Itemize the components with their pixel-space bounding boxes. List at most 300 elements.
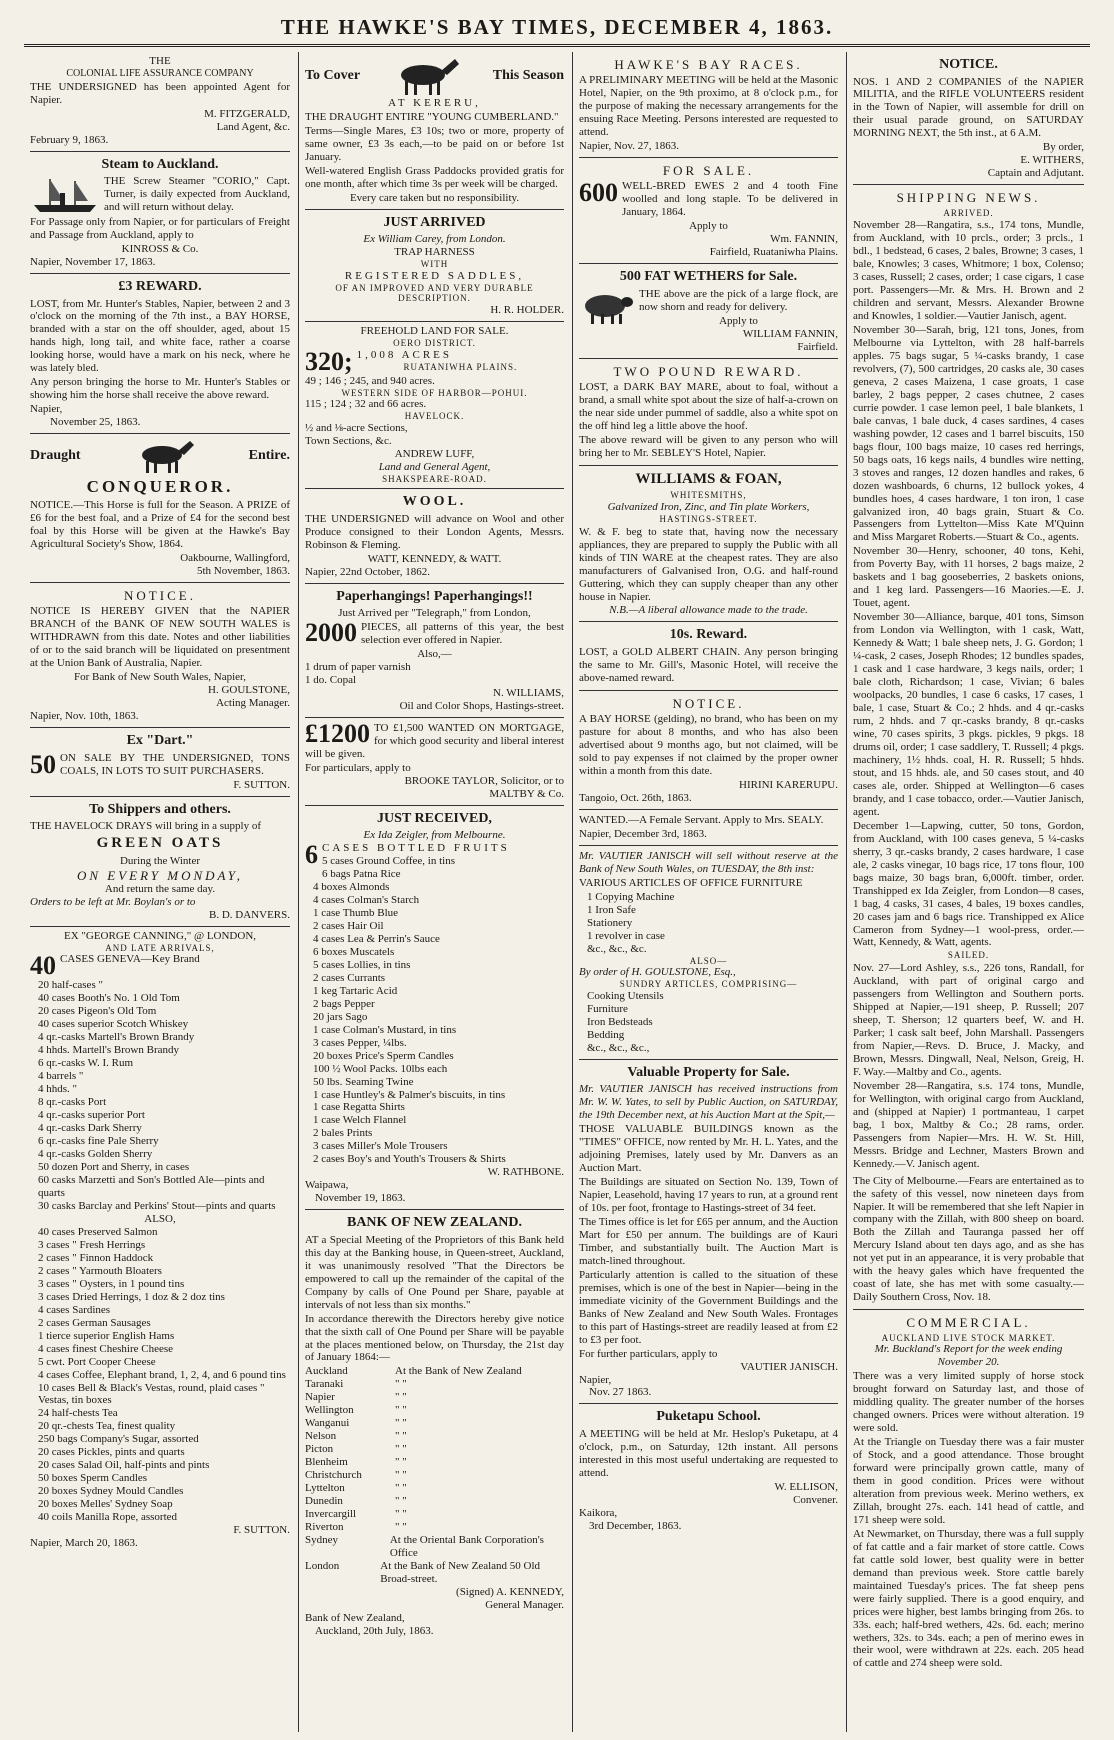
ad-line: 115 ; 124 ; 32 and 66 acres. <box>305 398 427 411</box>
ad-heading: WILLIAMS & FOAN, <box>635 470 782 487</box>
ad-body: A PRELIMINARY MEETING will be held at the Masonic Hotel, Napier, on the 9th proximo, at 8 o'clock p.m., for the purpose of making the necessary arrangements for the ensuing Race Meeting. Persons interested are requested to attend. <box>579 74 838 139</box>
ad-subheading: SAILED. <box>947 950 990 961</box>
table-cell: " " <box>395 1378 407 1391</box>
ad-place: Waipawa, <box>305 1179 349 1192</box>
ad-body: A BAY HORSE (gelding), no brand, who has been on my pasture for about 8 months, and who has also been advertised about 9 months ago, but not claimed, will be sold to pay expenses if not claimed by the proper owner within a month from this date. <box>579 713 838 778</box>
ad-line: For Bank of New South Wales, Napier, <box>74 671 246 684</box>
list-item: Cooking Utensils <box>587 989 664 1002</box>
list-item: 1 tierce superior English Hams <box>38 1329 175 1342</box>
ad-line: Apply to <box>689 220 728 233</box>
list-item: 20 cases Pigeon's Old Tom <box>38 1005 157 1018</box>
ad-heading: NOTICE. <box>124 588 196 604</box>
table-cell: " " <box>395 1443 407 1456</box>
ad-body: Mr. VAUTIER JANISCH will sell without reserve at the Bank of New South Wales, on TUESDAY, the 8th inst: <box>579 849 838 875</box>
table-row <box>305 1365 564 1378</box>
list-item: 4 hhds. Martell's Brown Brandy <box>38 1044 179 1057</box>
ad-body: Well-watered English Grass Paddocks provided gratis for one month, after which time 3s per week will be charged. <box>305 164 564 190</box>
ad-body: THE UNDERSIGNED has been appointed Agent for Napier. <box>30 80 290 106</box>
ad-body: In accordance therewith the Directors hereby give notice that the sixth call of One Pound per Share will be payable at the places mentioned below, on Thursday, the 21st day of January 1864:— <box>305 1312 564 1364</box>
table-cell: Napier <box>305 1391 335 1404</box>
goods-list <box>579 891 838 956</box>
table-row <box>305 1521 564 1534</box>
signature-title: Acting Manager. <box>216 697 290 710</box>
ad-line: For particulars, apply to <box>305 761 411 774</box>
trap-harness-ad <box>305 210 564 322</box>
ad-line: During the Winter <box>119 854 200 867</box>
ad-line: SUNDRY ARTICLES, COMPRISING— <box>619 979 798 990</box>
freehold-ad <box>305 322 564 489</box>
quantity: 40 <box>30 951 56 981</box>
ad-heading: EX "GEORGE CANNING," @ LONDON, <box>63 929 257 942</box>
ad-line: Mr. Buckland's Report for the week ending November 20. <box>874 1343 1063 1369</box>
quantity: 6 <box>305 840 318 870</box>
signature: H. R. HOLDER. <box>490 304 564 316</box>
table-cell: " " <box>395 1521 407 1534</box>
ad-heading: Draught <box>30 447 81 463</box>
list-item: November 30—Alliance, barque, 401 tons, Simson from London via Wellington, with 1 cask, Watt, Kennedy & Watt; 1 bale sheep nets, J. G. Gordon; 1 ¼-cask, 2 cases, Joseph Rhodes; 12 bundles spades, 1 cask and 1 case hardware, 3 kegs nails, order; 1 bale cloth, Richardson; 1 case, Vivian; 6 bales woolpacks, 20 bundles, 1 case 6 casks, 17 cases, 1 bale, 1 case, Stuart & Co.; 2 hhds. and 4 qr.-casks rum, 2 hhds. and 7 qr.-casks brandy, 8 qr.-casks wine, 70 cases spirits, 3 pkgs. pickles, 9 pkgs. 18 drums oil, order; 1 case saddlery, T. Russell; 4 pkgs. machinery, 1½ hhds. coal, H. R. Russell; 5 hhds. stout, and 15 hhds. ale, and 50 cases stout, and 40 cases ale, order. Shipped at Wellington—6 cases brandy, and 1 case tobacco, order.—Vautier Janisch, agent. <box>853 611 1084 818</box>
signature: MALTBY & Co. <box>489 787 564 800</box>
ad-heading: JUST RECEIVED, <box>377 810 492 826</box>
column-2 <box>298 52 570 1732</box>
list-item: 1 drum of paper varnish <box>305 660 411 673</box>
list-item: 6 boxes Muscatels <box>313 945 395 958</box>
wool-ad <box>305 489 564 583</box>
table-row <box>305 1430 564 1443</box>
table-cell: At the Bank of New Zealand <box>395 1365 522 1378</box>
ad-heading: 500 FAT WETHERS for Sale. <box>619 269 798 285</box>
ad-heading: NOTICE. <box>939 57 998 72</box>
ad-body: For Passage only from Napier, or for particulars of Freight and Passage from Auckland, apply to <box>30 216 290 242</box>
ad-body: LOST, a DARK BAY MARE, about to foal, without a brand, a small white spot about the size of half-a-crown on the near side under pummel of saddle, also a white spot on the off hind leg a little above the hoof. <box>579 380 838 432</box>
ad-body: NOTICE IS HEREBY GIVEN that the NAPIER BRANCH of the BANK OF NEW SOUTH WALES is WITHDRAWN from this date. Notes and other liabilities of or to the said branch will be liquidated on presentment at the Union Bank of Australia, Napier. <box>30 605 290 670</box>
ad-line: N.B.—A liberal allowance made to the trade. <box>609 604 808 617</box>
signature: F. SUTTON. <box>233 1524 290 1537</box>
list-item: 50 lbs. Seaming Twine <box>313 1075 414 1088</box>
ad-heading: JUST ARRIVED <box>383 214 486 230</box>
table-row <box>305 1404 564 1417</box>
section-heading: SHIPPING NEWS. <box>896 190 1041 206</box>
payment-places-table <box>305 1365 564 1585</box>
ad-body: There was a very limited supply of horse stock brought forward on Saturday last, and those of middling quality. The greater number of the horses changed owners. Prices were without alteration. 19 were sold. <box>853 1370 1084 1434</box>
list-item: 250 bags Company's Sugar, assorted <box>38 1433 199 1446</box>
table-cell: " " <box>395 1469 407 1482</box>
list-item: 2 cases Boy's and Youth's Trousers & Shirts <box>313 1153 506 1166</box>
ad-heading: £3 REWARD. <box>118 279 202 294</box>
ad-line: Ex Ida Zeigler, from Melbourne. <box>363 829 506 842</box>
valuable-property-ad <box>579 1060 838 1405</box>
ad-heading: Ex "Dart." <box>126 733 194 749</box>
ad-heading: HAWKE'S BAY RACES. <box>614 57 803 72</box>
ad-body: AT a Special Meeting of the Proprietors of this Bank held this day at the Banking house, in Queen-street, Auckland, it was unanimously resolved "That the Directors be empowered to call up the remainder of the capital of the Company by calls of One Pound per Share, payable at intervals of not less than six months." <box>305 1233 564 1311</box>
list-item: 20 cases Pickles, pints and quarts <box>38 1446 185 1459</box>
table-cell: Wanganui <box>305 1417 350 1430</box>
commercial-section <box>853 1310 1084 1675</box>
ad-body: NOTICE.—This Horse is full for the Season. A PRIZE of £6 for the best foal, and a Prize of £4 for the second best foal by this Horse will be given at the Hawke's Bay Agricultural Society's Show, 1864. <box>30 499 290 551</box>
two-pound-reward-ad <box>579 359 838 466</box>
ad-body: THE HAVELOCK DRAYS will bring in a supply of <box>30 820 262 833</box>
ad-heading: NOTICE. <box>672 695 745 711</box>
table-cell: Christchurch <box>305 1469 362 1482</box>
table-cell: Wellington <box>305 1404 354 1417</box>
horse-icon <box>130 437 200 475</box>
mortgage-ad <box>305 718 564 806</box>
ad-subheading: HAVELOCK. <box>404 411 465 422</box>
ad-date: Napier, November 17, 1863. <box>30 256 156 269</box>
just-received-ad <box>305 806 564 1211</box>
ad-body: Terms—Single Mares, £3 10s; two or more, property of same owner, £3 3s each,—to be paid on or before 1st January. <box>305 124 564 163</box>
steamship-icon <box>30 175 100 215</box>
list-item: 40 cases superior Scotch Whiskey <box>38 1018 189 1031</box>
list-item: 100 ½ Wool Packs. 10lbs each <box>313 1062 448 1075</box>
departures-list <box>853 962 1084 1171</box>
table-row <box>305 1417 564 1430</box>
signature: HIRINI KARERUPU. <box>739 779 838 792</box>
list-item: 4 qr.-casks Dark Sherry <box>38 1122 142 1135</box>
ad-date: Nov. 27 1863. <box>589 1386 652 1399</box>
ad-emphasis: ON EVERY MONDAY, <box>76 867 244 883</box>
ad-place: Napier, <box>579 1373 612 1386</box>
list-item: 6 bags Patna Rice <box>322 868 401 881</box>
table-cell: " " <box>395 1417 407 1430</box>
signature: N. WILLIAMS, <box>493 686 564 699</box>
signature: BROOKE TAYLOR, Solicitor, or to <box>404 774 564 787</box>
section-heading: COMMERCIAL. <box>906 1315 1031 1331</box>
list-item: 1 case Thumb Blue <box>313 906 399 919</box>
ad-line: Orders to be left at Mr. Boylan's or to <box>30 895 196 908</box>
table-cell: Invercargill <box>305 1508 357 1521</box>
ad-line: CASES GENEVA—Key Brand <box>60 953 200 966</box>
george-canning-ad <box>30 927 290 1554</box>
ad-line: REGISTERED SADDLES, <box>344 269 525 282</box>
list-item: November 30—Henry, schooner, 40 tons, Kehi, from Poverty Bay, with 11 horses, 2 bags maize, 2 baskets and 1 bag gooseberries, 2 baskets onions, and 1 keg lard. Passengers—16 Maories.—E. J. Touet, agent. <box>853 545 1084 610</box>
ad-place: Kaikora, <box>579 1506 618 1519</box>
list-item: 2 cases Hair Oil <box>313 919 384 932</box>
list-item: 4 cases Colman's Starch <box>313 893 420 906</box>
table-row <box>305 1469 564 1482</box>
signature: W. ELLISON, <box>774 1480 838 1493</box>
list-item: 4 qr.-casks Martell's Brown Brandy <box>38 1031 195 1044</box>
signature: Wm. FANNIN, <box>770 233 838 246</box>
list-item: Bedding <box>587 1028 625 1041</box>
ad-body: The above reward will be given to any person who will bring her to Mr. SEBLEY'S Hotel, Napier. <box>579 433 838 459</box>
table-row <box>305 1456 564 1469</box>
ad-heading: WOOL. <box>402 494 467 510</box>
column-4 <box>846 52 1090 1732</box>
list-item: 50 boxes Sperm Candles <box>38 1472 148 1485</box>
ad-date: 3rd December, 1863. <box>589 1519 682 1532</box>
ad-date: 5th November, 1863. <box>196 565 290 578</box>
column-1 <box>24 52 296 1732</box>
list-item: &c., &c., &c. <box>587 942 647 955</box>
ad-line: OF AN IMPROVED AND VERY DURABLE DESCRIPTION. <box>335 282 534 304</box>
table-cell: " " <box>395 1391 407 1404</box>
signature: H. GOULSTONE, <box>208 684 290 697</box>
paperhangings-ad <box>305 584 564 718</box>
table-row <box>305 1391 564 1404</box>
sheep-icon <box>579 288 635 326</box>
list-item: 3 cases " Fresh Herrings <box>38 1238 146 1251</box>
table-cell: " " <box>395 1495 407 1508</box>
signature-title: Land Agent, &c. <box>216 120 290 133</box>
list-item: 20 cases Salad Oil, half-pints and pints <box>38 1459 210 1472</box>
ad-line: By order, <box>1042 141 1084 154</box>
list-item: 3 cases Dried Herrings, 1 doz & 2 doz tins <box>38 1290 225 1303</box>
list-item: 40 cases Preserved Salmon <box>38 1225 158 1238</box>
ad-line: ALSO— <box>689 955 728 966</box>
list-item: 5 cwt. Port Cooper Cheese <box>38 1355 156 1368</box>
list-item: 30 casks Barclay and Perkins' Stout—pints and quarts <box>38 1199 276 1212</box>
ad-body: At Newmarket, on Thursday, there was a full supply of fat cattle and a fair market of store cattle. Cows fat cattle sold lower, best quality were in better demand than previous week. Store cattle barely maintained Tuesday's prices. The fat sheep pens were fairly supplied. There is a good enquiry, and prices were higher, best lambs bringing from 26s. to 33s. each; half-bred wethers, 42s. 6d. each; merino wethers, 32s. to 34s. each; a pen of merino ewes in their wool, were withdrawn at 22s. each. 205 head of cattle and 274 sheep were sold. <box>853 1527 1084 1670</box>
table-cell: London <box>305 1559 340 1572</box>
ad-heading: FOR SALE. <box>662 163 755 179</box>
list-item: Nov. 27—Lord Ashley, s.s., 226 tons, Randall, for Auckland, with part of original cargo and passengers from Wellington and Southern ports. Shipped at Napier,—191 sheep, P. Russell; 207 sheep, T. Sherson; 12 quarters beef, W. and H. Parker; 1 cask salt beef, John Marshall. Passengers from Napier,—Revs. D. Bruce, J. Macky, and Brown, Messrs. Dingwall, Neal, Nelson, Greig, H. F. Way.—Maltby and Co., agents. <box>853 962 1084 1078</box>
signature-title: General Manager. <box>485 1598 564 1611</box>
table-cell: " " <box>395 1430 407 1443</box>
ad-body: THOSE VALUABLE BUILDINGS known as the "TIMES" OFFICE, now rented by Mr. H. L. Yates, and the adjoining Premises, lately used by Mr. Danvers as an Auction Mart. <box>579 1123 838 1175</box>
cover-ad <box>305 52 564 210</box>
dart-ad <box>30 728 290 796</box>
ad-subheading: WESTERN SIDE OF HARBOR—POHUI. <box>341 387 528 398</box>
table-row <box>305 1495 564 1508</box>
ad-date: November 19, 1863. <box>315 1192 406 1205</box>
shipping-news <box>853 185 1084 1310</box>
ad-body: WANTED.—A Female Servant. Apply to Mrs. SEALY. <box>579 813 824 826</box>
list-item: 6 qr.-casks W. I. Rum <box>38 1057 134 1070</box>
ad-line: VARIOUS ARTICLES OF OFFICE FURNITURE <box>579 876 803 889</box>
horse-name: CONQUEROR. <box>86 477 234 497</box>
wanted-ad <box>579 810 838 846</box>
list-item: 20 qr.-chests Tea, finest quality <box>38 1420 176 1433</box>
puketapu-school-ad <box>579 1404 838 1536</box>
ad-line: Ex William Carey, from London. <box>363 233 506 246</box>
table-cell: Dunedin <box>305 1495 343 1508</box>
ad-heading: 10s. Reward. <box>669 627 748 643</box>
arrivals-list <box>853 219 1084 949</box>
list-item: 20 boxes Melles' Sydney Soap <box>38 1498 173 1511</box>
colonial-life-ad <box>30 52 290 152</box>
ad-body: THE DRAUGHT ENTIRE "YOUNG CUMBERLAND." <box>305 110 559 123</box>
quantity: 320; <box>305 346 353 376</box>
list-item: 1 do. Copal <box>305 673 357 686</box>
list-item: 20 boxes Sydney Mould Candles <box>38 1485 184 1498</box>
list-item: 2 cases " Finnon Haddock <box>38 1251 154 1264</box>
ad-line: TRAP HARNESS <box>394 246 475 259</box>
ad-line: Galvanized Iron, Zinc, and Tin plate Workers, <box>607 501 810 514</box>
ad-line: 1,008 ACRES <box>356 348 453 361</box>
table-row <box>305 1378 564 1391</box>
ad-body: Particularly attention is called to the situation of these premises, which is one of the best in Napier—being in the immediate vicinity of the Government Buildings and the Banks of New Zealand and New South Wales. Frontages to this part of Hastings-street are readily leased at from £2 to £3 per foot. <box>579 1268 838 1346</box>
ad-body: ON SALE BY THE UNDERSIGNED, TONS COALS, IN LOTS TO SUIT PURCHASERS. <box>60 751 290 777</box>
bank-nsw-notice <box>30 583 290 728</box>
ad-heading: TWO POUND REWARD. <box>613 363 804 379</box>
ad-line: Apply to <box>719 314 758 327</box>
ad-heading: BANK OF NEW ZEALAND. <box>346 1215 523 1231</box>
table-cell: Sydney <box>305 1534 338 1547</box>
list-item: 4 boxes Almonds <box>313 881 390 894</box>
ad-body: PIECES, all patterns of this year, the best selection ever offered in Napier. <box>361 621 564 646</box>
ad-line: ½ and ⅛-acre Sections, <box>305 421 408 434</box>
table-cell: Blenheim <box>305 1456 348 1469</box>
draught-entire-ad <box>30 434 290 583</box>
list-item: 1 case Welch Flannel <box>313 1114 407 1127</box>
ad-body: W. & F. beg to state that, having now the necessary appliances, they are prepared to supply the Public with all kinds of TIN WARE at the cheapest rates. They are also manufacturers of Galvanised Iron, O.G. and half-round Guttering, which they can supply cheaper than any other house in Napier. <box>579 525 838 603</box>
list-item: 40 cases Booth's No. 1 Old Tom <box>38 992 180 1005</box>
bank-nz-ad <box>305 1210 564 1642</box>
list-item: 4 qr.-casks superior Port <box>38 1109 145 1122</box>
ad-subheading: AUCKLAND LIVE STOCK MARKET. <box>881 1332 1056 1343</box>
news-item: The City of Melbourne.—Fears are entertained as to the safety of this vessel, now nineteen days from Napier. It will be remembered that she left Napier in company with the Zillah, with 800 sheep on board. Both the Zillah and Tauranga passed her off Mercury Island about ten days ago, and as she has not yet put in an appearance, it is very probable that with the heavy gales which have frequented the coast of late, she has met with some casualty.—Daily Southern Cross, Nov. 18. <box>853 1174 1084 1304</box>
goods-list <box>579 990 838 1055</box>
list-item: 4 cases finest Cheshire Cheese <box>38 1342 174 1355</box>
list-item: Furniture <box>587 1002 628 1015</box>
ad-line: 49 ; 146 ; 245, and 940 acres. <box>305 374 435 387</box>
ad-date: Napier, Nov. 10th, 1863. <box>30 710 139 723</box>
table-row <box>305 1560 564 1586</box>
signature: VAUTIER JANISCH. <box>740 1360 838 1373</box>
ad-line: AT KERERU, <box>388 97 481 109</box>
ad-body: THE above are the pick of a large flock, are now shorn and ready for delivery. <box>639 287 838 313</box>
three-pound-reward-ad <box>30 274 290 434</box>
ad-body: THE Screw Steamer "CORIO," Capt. Turner, is daily expected from Auckland, and will return without delay. <box>104 175 290 214</box>
list-item: 2 cases Currants <box>313 971 386 984</box>
list-item: 20 boxes Price's Sperm Candles <box>313 1049 454 1062</box>
table-cell: Riverton <box>305 1521 344 1534</box>
list-item: 24 half-chests Tea <box>38 1407 118 1420</box>
list-item: December 1—Lapwing, cutter, 50 tons, Gordon, from Auckland, with 100 cases geneva, 5 ¼-casks sherry, 3 qr.-casks brandy, 2 cases hardware, 1 case ale, 2 casks vinegar, 10 bags rice, 17 tons flour, 100 bags maize, 30 bags bran, 6,000ft. timber, order. Transhipped ex Ida Zeigler, from London—8 cases, 1 bag, 4 casks, 31 cases, 4 bales, 19 boxes candles, 20 cases jam and 6 bags rice. Transhipped ex Alice Cameron from Sydney—1 wool-press, order.—Watt, Kennedy, & Watt, agents. <box>853 819 1084 949</box>
signature-title: Captain and Adjutant. <box>987 167 1084 180</box>
signature-title: Fairfield, Ruataniwha Plains. <box>709 246 838 259</box>
list-item: 20 jars Sago <box>313 1010 368 1023</box>
signature: WILLIAM FANNIN, <box>742 327 838 340</box>
table-cell: " " <box>395 1482 407 1495</box>
ad-heading: Valuable Property for Sale. <box>627 1064 790 1080</box>
ad-date: Auckland, 20th July, 1863. <box>315 1624 434 1637</box>
signature: F. SUTTON. <box>233 778 290 791</box>
list-item: 1 keg Tartaric Acid <box>313 984 398 997</box>
table-cell: Picton <box>305 1443 334 1456</box>
signature: ANDREW LUFF, <box>394 447 475 460</box>
list-item: 3 cases Pepper, ¼lbs. <box>313 1036 407 1049</box>
table-row <box>305 1482 564 1495</box>
table-cell: At the Bank of New Zealand 50 Old Broad-street. <box>380 1559 541 1585</box>
list-item: 4 qr.-casks Golden Sherry <box>38 1148 153 1161</box>
signature: M. FITZGERALD, <box>204 107 290 120</box>
list-item: 3 cases Miller's Mole Trousers <box>313 1140 448 1153</box>
list-item: 2 bags Pepper <box>313 997 375 1010</box>
ad-body: The Times office is let for £65 per annum, and the Auction Mart for £50 per annum. The buildings are of Kauri Timber, and substantially built. The Auction Mart is match-lined throughout. <box>579 1215 838 1267</box>
ad-date: Tangoio, Oct. 26th, 1863. <box>579 792 692 804</box>
table-row <box>305 1443 564 1456</box>
table-cell: Lyttelton <box>305 1482 345 1495</box>
list-item: 4 barrels " <box>38 1070 84 1083</box>
office-furniture-auction-ad <box>579 846 838 1060</box>
ad-emphasis: GREEN OATS <box>96 835 224 852</box>
signature: B. D. DANVERS. <box>209 908 290 921</box>
ad-heading: FREEHOLD LAND FOR SALE. <box>360 324 509 337</box>
williams-foan-ad <box>579 466 838 623</box>
ad-body: Any person bringing the horse to Mr. Hunter's Stables or showing him the horse shall receive the above reward. <box>30 376 290 402</box>
list-item: 8 qr.-casks Port <box>38 1096 107 1109</box>
table-row <box>305 1508 564 1521</box>
signature-title: Convener. <box>793 1493 838 1506</box>
column-3 <box>572 52 844 1732</box>
ad-place: Oakbourne, Wallingford, <box>180 552 290 565</box>
signature-title: Oil and Color Shops, Hastings-street. <box>399 699 564 712</box>
ad-heading: To Shippers and others. <box>89 801 231 817</box>
list-item: 2 bales Prints <box>313 1127 373 1140</box>
ad-heading: Steam to Auckland. <box>101 156 219 172</box>
signature: WATT, KENNEDY, & WATT. <box>367 552 502 565</box>
ad-date: November 25, 1863. <box>50 416 141 429</box>
ad-heading: This Season <box>492 67 564 83</box>
goods-list <box>305 855 564 1166</box>
ad-place: Bank of New Zealand, <box>305 1611 405 1624</box>
ad-line: Just Arrived per "Telegraph," from London, <box>338 607 531 620</box>
ad-subheading: AND LATE ARRIVALS, <box>105 942 215 953</box>
table-cell: " " <box>395 1456 407 1469</box>
list-item: 1 Iron Safe <box>587 903 636 916</box>
ad-heading: Puketapu School. <box>656 1409 761 1425</box>
list-item: Stationery <box>587 916 633 929</box>
signature-title: Fairfield. <box>797 340 838 353</box>
list-item: November 28—Rangatira, s.s. 174 tons, Mundle, for Wellington, with original cargo from Auckland, and (shipped at Napier) 1 portmanteau, 1 carpet bag, 1 box, Maltby & Co.; 28 rams, order. Passengers from Napier—Mrs. H. W. St. Hill, Messrs. Bridge and Lechner, Masters Brown and Kennedy.—V. Janisch agent. <box>853 1079 1084 1170</box>
ad-line: Also,— <box>417 647 452 660</box>
list-item: 1 case Colman's Mustard, in tins <box>313 1023 457 1036</box>
list-item: 40 coils Manilla Rope, assorted <box>38 1511 178 1524</box>
steam-ad <box>30 152 290 274</box>
ad-line: Town Sections, &c. <box>305 434 392 447</box>
ad-body: The Buildings are situated on Section No. 139, Town of Napier, Leasehold, having 17 years to run, at a ground rent of 10s. per foot, frontage to Hastings-street of 34 feet. <box>579 1175 838 1214</box>
list-item: 4 cases Coffee, Elephant brand, 1, 2, 4, and 6 pound tins <box>38 1368 286 1381</box>
list-item: 4 hhds. " <box>38 1083 78 1096</box>
ad-heading: To Cover <box>305 67 361 83</box>
ad-body: A MEETING will be held at Mr. Heslop's Puketapu, at 4 o'clock, p.m., on Saturday, 12th instant. All persons interested in this most useful undertaking are requested to attend. <box>579 1427 838 1479</box>
ad-body: THE UNDERSIGNED will advance on Wool and other Produce consigned to their London Agents, Messrs. Robinson & Fleming. <box>305 512 564 551</box>
list-item: 50 dozen Port and Sherry, in cases <box>38 1161 190 1174</box>
ad-date: February 9, 1863. <box>30 133 109 146</box>
table-cell: " " <box>395 1404 407 1417</box>
ad-heading: Entire. <box>248 447 290 463</box>
ad-body: At the Triangle on Tuesday there was a fair muster of Stock, and a good attendance. Those brought forward were principally grown cattle, many of them in good condition. Prices were without alteration from previous week. Merino wethers, ex Zillah, brought 27s. each. 141 head of cattle, and 171 sheep were sold. <box>853 1435 1084 1526</box>
list-item: 4 cases Sardines <box>38 1303 111 1316</box>
ad-heading: Paperhangings! Paperhangings!! <box>336 588 533 604</box>
masthead: THE HAWKE'S BAY TIMES, DECEMBER 4, 1863. <box>24 10 1090 47</box>
quantity: 2000 <box>305 618 357 648</box>
table-cell: Taranaki <box>305 1378 344 1391</box>
races-ad <box>579 52 838 158</box>
table-cell: Auckland <box>305 1365 348 1378</box>
ad-line: WITH <box>420 259 449 270</box>
list-item: 3 cases " Oysters, in 1 pound tins <box>38 1277 185 1290</box>
ad-date: Napier, Nov. 27, 1863. <box>579 140 679 153</box>
quantity: £1200 <box>305 718 370 748</box>
list-item: &c., &c., &c., <box>587 1041 650 1054</box>
list-item: 4 cases Lea & Perrin's Sauce <box>313 932 440 945</box>
ad-body: WELL-BRED EWES 2 and 4 tooth Fine woolled and long staple. To be delivered in January, 1864. <box>622 180 838 219</box>
ad-date: Napier, 22nd October, 1862. <box>305 565 430 578</box>
list-item: November 30—Sarah, brig, 121 tons, Jones, from Melbourne via Lyttelton, with 28 half-barrels apples. 75 bags sugar, 5 ¼-casks brandy, 1 case revolvers, (7), 500 cartridges, 20 casks ale, 30 cases geneva, 2 cases Maizena, 1 case groats, 1 case barley, 2 bags pepper, 2 cases chutnee, 2 cases currie powder. 1 case lemon peel, 1 bale blankets, 1 bale canvas, 1 bale duck, 4 cases sardines, 4 cases washing powder, 12 cases and 1 barrel biscuits, 150 bags flour, 100 bags maize, 10 cases red herrings, 50 bags oats, 16 kegs nails, 4 bundles wire netting, 3 stoves and ranges, 12 dozen handles and rakes, 6 dozen washboards, 6 churns, 12 bullock yokes, 4 bundles hoes, 4 cases hardware, 1 ton iron, 1 case galvanized iron, 40 bags grain, Stuart & Co. Passengers from Lyttelton—Miss Kate M'Quinn and Miss Margaret Roberts.—Stuart & Co., agents. <box>853 323 1084 544</box>
ad-body: TO £1,500 WANTED ON MORTGAGE, for which good security and liberal interest will be given. <box>305 721 564 760</box>
list-item: 1 revolver in case <box>587 929 665 942</box>
table-cell: At the Oriental Bank Corporation's Office <box>389 1534 544 1559</box>
ad-line: And return the same day. <box>104 883 216 895</box>
ad-line: Every care taken but no responsibility. <box>349 191 520 204</box>
ad-subheading: ARRIVED. <box>943 207 994 218</box>
list-item: 1 case Regatta Shirts <box>313 1101 405 1114</box>
quantity: 600 <box>579 178 618 208</box>
ad-body: LOST, a GOLD ALBERT CHAIN. Any person bringing the same to Mr. Gill's, Masonic Hotel, will receive the above-named reward. <box>579 645 838 684</box>
ad-subheading: OERO DISTRICT. <box>393 337 476 348</box>
